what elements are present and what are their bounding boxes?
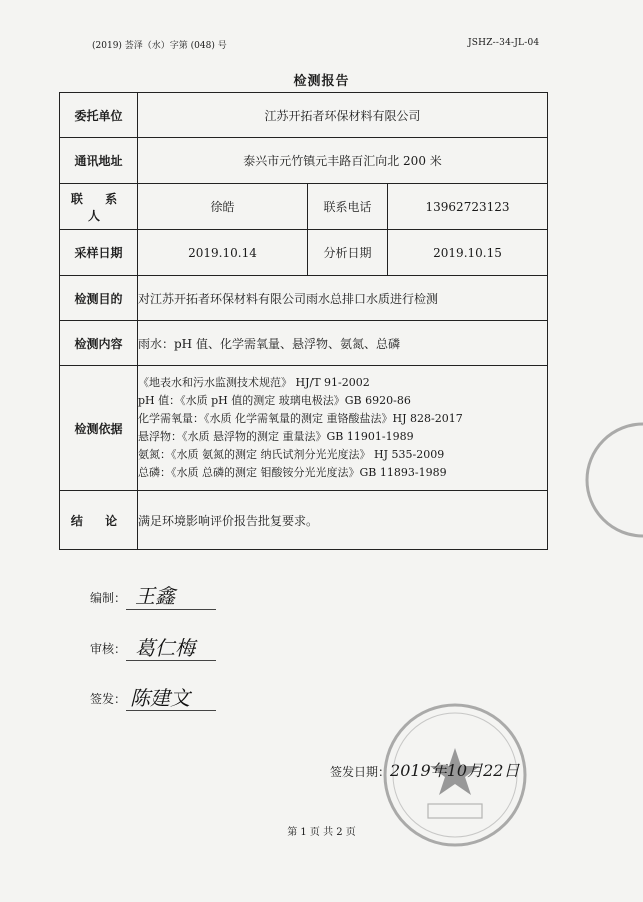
basis-line: 总磷：《水质 总磷的测定 钼酸铵分光光度法》GB 11893-1989 xyxy=(138,466,447,479)
value-content: 雨水：pH 值、化学需氧量、悬浮物、氨氮、总磷 xyxy=(138,321,548,366)
label-purpose: 检测目的 xyxy=(60,276,138,321)
edge-seal-icon xyxy=(575,420,643,540)
basis-line: 氨氮：《水质 氨氮的测定 纳氏试剂分光光度法》 HJ 535-2009 xyxy=(138,448,445,461)
issuer-line xyxy=(126,710,216,711)
basis-line: 化学需氧量：《水质 化学需氧量的测定 重铬酸盐法》HJ 828-2017 xyxy=(138,412,463,425)
label-analysis-date: 分析日期 xyxy=(308,230,388,276)
row-purpose xyxy=(60,276,548,321)
row-client xyxy=(60,93,548,138)
report-reference: (2019) 荟泽（水）字第 (048) 号 xyxy=(92,41,227,51)
issue-date xyxy=(330,758,519,781)
label-phone: 联系电话 xyxy=(308,184,388,230)
value-purpose: 对江苏开拓者环保材料有限公司雨水总排口水质进行检测 xyxy=(138,276,548,321)
label-content: 检测内容 xyxy=(60,321,138,366)
issue-date-value: 2019年10月22日 xyxy=(390,761,520,780)
reviewer-signature: 葛仁梅 xyxy=(135,636,195,660)
label-basis: 检测依据 xyxy=(60,366,138,491)
label-sampling-date: 采样日期 xyxy=(60,230,138,276)
page-footer: 第 1 页 共 2 页 xyxy=(287,827,356,838)
editor-label: 编制： xyxy=(90,591,127,605)
report-table xyxy=(59,92,548,550)
value-conclusion: 满足环境影响评价报告批复要求。 xyxy=(138,491,548,550)
editor-line xyxy=(126,609,216,610)
value-sampling-date: 2019.10.14 xyxy=(138,230,308,276)
issuer-signature: 陈建文 xyxy=(130,686,190,710)
issue-date-label: 签发日期： xyxy=(330,765,391,779)
label-client: 委托单位 xyxy=(60,93,138,138)
label-contact: 联 系 人 xyxy=(60,184,138,230)
value-contact: 徐皓 xyxy=(138,184,308,230)
row-content xyxy=(60,321,548,366)
label-conclusion: 结 论 xyxy=(60,491,138,550)
basis-line: 悬浮物：《水质 悬浮物的测定 重量法》GB 11901-1989 xyxy=(138,430,414,443)
row-dates xyxy=(60,230,548,276)
basis-line: 《地表水和污水监测技术规范》 HJ/T 91-2002 xyxy=(138,376,370,389)
report-title: 检测报告 xyxy=(293,74,350,89)
row-basis xyxy=(60,366,548,491)
value-address: 泰兴市元竹镇元丰路百汇向北 200 米 xyxy=(138,138,548,184)
value-analysis-date: 2019.10.15 xyxy=(388,230,548,276)
value-basis xyxy=(138,366,548,491)
value-phone: 13962723123 xyxy=(388,184,548,230)
editor-signature: 王鑫 xyxy=(135,584,175,608)
form-code: JSHZ--34-JL-04 xyxy=(468,38,540,48)
reviewer-line xyxy=(126,660,216,661)
value-client: 江苏开拓者环保材料有限公司 xyxy=(138,93,548,138)
row-conclusion xyxy=(60,491,548,550)
reviewer-label: 审核： xyxy=(90,642,127,656)
basis-line: pH 值：《水质 pH 值的测定 玻璃电极法》GB 6920-86 xyxy=(138,394,411,407)
issuer-label: 签发： xyxy=(90,692,127,706)
label-address: 通讯地址 xyxy=(60,138,138,184)
row-address xyxy=(60,138,548,184)
row-contact xyxy=(60,184,548,230)
